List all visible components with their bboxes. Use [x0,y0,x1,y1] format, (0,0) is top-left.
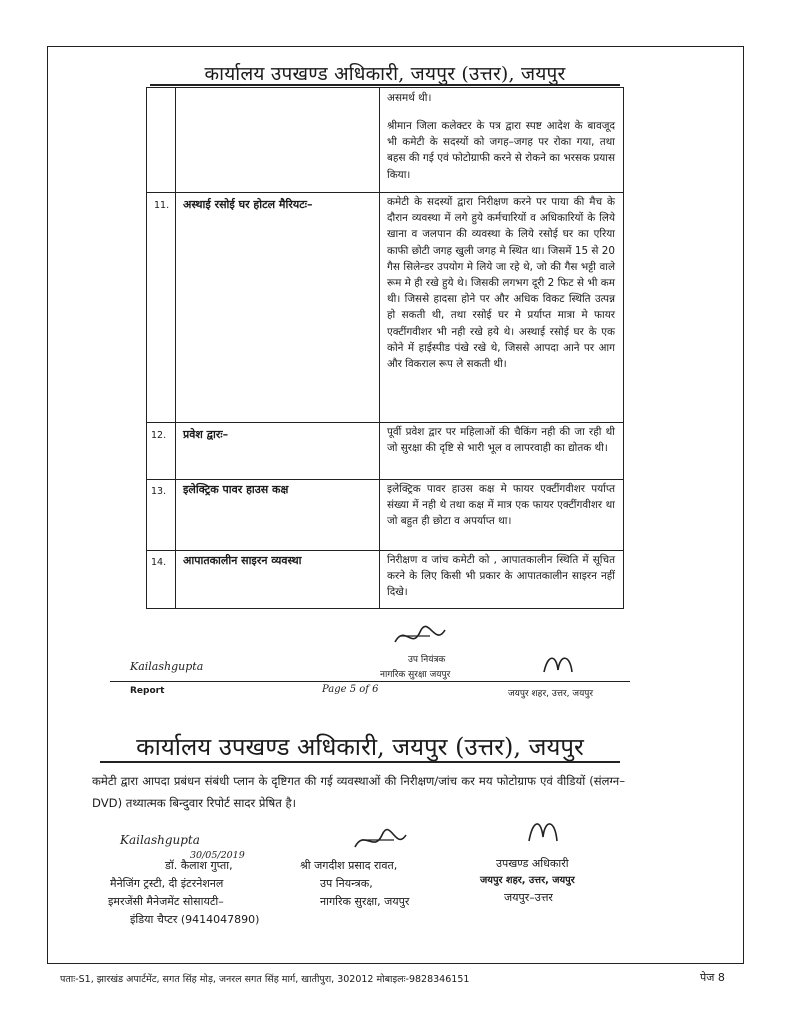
prev-row-text-2: श्रीमान जिला कलेक्टर के पत्र द्वारा स्पष्ट आदेश के बावजूद भी कमेटी के सदस्यों को जगह–जगह पर रोका गया, तथा बहस की गई एवं फोटोग्राफी करने से रोकने का भरसक प्रयास किया। [387,120,615,181]
row-number: 11. [154,200,170,211]
row-number: 13. [151,486,167,497]
row-title: अस्थाई रसोई घर होटल मैरियटः– [183,198,313,211]
signature-scribble-mid [390,622,450,652]
office-header-top: कार्यालय उपखण्ड अधिकारी, जयपुर (उत्तर), जयपुर [204,63,566,85]
prev-row-text-1: असमर्थ थी। [387,92,432,104]
signatory-mid-line3: नागरिक सुरक्षा, जयपुर [320,895,410,908]
signatory-left-name: डॉ. कैलाश गुप्ता, [165,859,233,872]
page-number: पेज 8 [700,971,725,984]
row-title: इलेक्ट्रिक पावर हाउस कक्ष [183,483,289,496]
signatory-mid-line2: उप नियन्त्रक, [320,877,373,890]
signatory-right-seal: जयपुर शहर, उत्तर, जयपुर [480,875,575,886]
signature-mid-line2: नागरिक सुरक्षा जयपुर [380,670,451,680]
signatory-left-line4: इंडिया चैप्टर (9414047890) [130,913,260,926]
col-divider-number [175,88,176,608]
signatory-left-line2: मैनेजिंग ट्रस्टी, दी इंटरनेशनल [110,877,224,890]
signature-left-scribble: Kailashgupta [120,833,200,847]
signature-scribble-right [540,650,580,678]
signature-left-date: 30/05/2019 [190,850,245,861]
findings-table [146,87,624,609]
signature-right-scribble [525,815,565,847]
row-divider [147,479,623,480]
row-title: प्रवेश द्वारः– [183,428,229,441]
office-header-bottom: कार्यालय उपखण्ड अधिकारी, जयपुर (उत्तर), जयपुर [136,733,584,761]
signatory-mid-name: श्री जगदीश प्रसाद रावत, [300,859,398,872]
report-label: Report [130,686,165,696]
col-divider-title [379,88,380,608]
signature-strip-rule [110,681,630,682]
signature-mid-scribble [350,825,410,855]
signature-mid-line1: उप नियंत्रक [408,655,446,665]
row-text: पूर्वी प्रवेश द्वार पर महिलाओं की चैकिंग नही की जा रही थी जो सुरक्षा की दृष्टि से भारी भूल व लापरवाही का द्योतक थी। [387,426,615,455]
header-rule-bottom [100,761,620,763]
signature-text-left: Kailashgupta [130,660,204,673]
row-text: कमेटी के सदस्यों द्वारा निरीक्षण करने पर पाया की मैच के दौरान व्यवस्था में लगे हुये कर्मचारियों व अधिकारियों के लिये खाना व जलपान की व्यवस्था के लिये रसोई घर का एरिया काफी छोटी जगह खुली जगह मे स्थित था। जिसमें 15 से 20 गैस सिलेन्डर उपयोग मे लिये जा रहे थे, जो की गैस भट्टी वाले रूम मे ही रखे हुये थे। जिसकी लगभग दूरी 2 फिट से भी कम थी। जिससे हादसा होने पर और अधिक विकट स्थिति उत्पन्न हो सकती थी, तथा रसोई घर मे प्रर्याप्त मात्रा मे फायर एक्टींगवीशर भी नही रखे हये थे। अस्थाई रसोई घर के एक कोने में हाईस्पीड पंखे रखे थे, जिससे आपदा आने पर आग और विकराल रूप ले सकती थी। [387,196,615,371]
row-number: 12. [151,430,167,441]
row-text: निरीक्षण व जांच कमेटी को , आपातकालीन स्थिति में सूचित करने के लिए किसी भी प्रकार के आपातकालीन साइरन नहीं दिखे। [387,554,615,599]
row-divider [147,550,623,551]
signatory-right-line3: जयपुर–उत्तर [504,891,553,904]
row-divider [147,422,623,423]
page-note: Page 5 of 6 [322,684,379,695]
signatory-right-title: उपखण्ड अधिकारी [496,857,569,870]
row-title: आपातकालीन साइरन व्यवस्था [183,554,302,567]
row-text: इलेक्ट्रिक पावर हाउस कक्ष मे फायर एक्टींगवीशर पर्याप्त संख्या में नही थे तथा कक्ष में मात्र एक फायर एक्टींगवीशर था जो बहुत ही छोटा व अपर्याप्त था। [387,483,615,528]
signatory-left-line3: इमरजेंसी मैनेजमेंट सोसायटी– [108,895,224,908]
row-number: 14. [151,557,167,568]
footer-address: पताः-S1, झारखंड अपार्टमेंट, सगत सिंह मोड़, जनरल सगत सिंह मार्ग, खातीपुरा, 302012 मोबाइलः-9828346151 [60,974,470,985]
row-divider [147,192,623,193]
signature-right-line: जयपुर शहर, उत्तर, जयपुर [508,689,594,699]
summary-paragraph: कमेटी द्वारा आपदा प्रबंधन संबंधी प्लान के दृष्टिगत की गई व्यवस्थाओं की निरीक्षण/जांच कर मय फोटोग्राफ एवं वीडियों (संलग्न–DVD) तथ्यात्मक बिन्दुवार रिपोर्ट सादर प्रेषित है। [92,774,625,810]
header-rule [150,84,620,86]
